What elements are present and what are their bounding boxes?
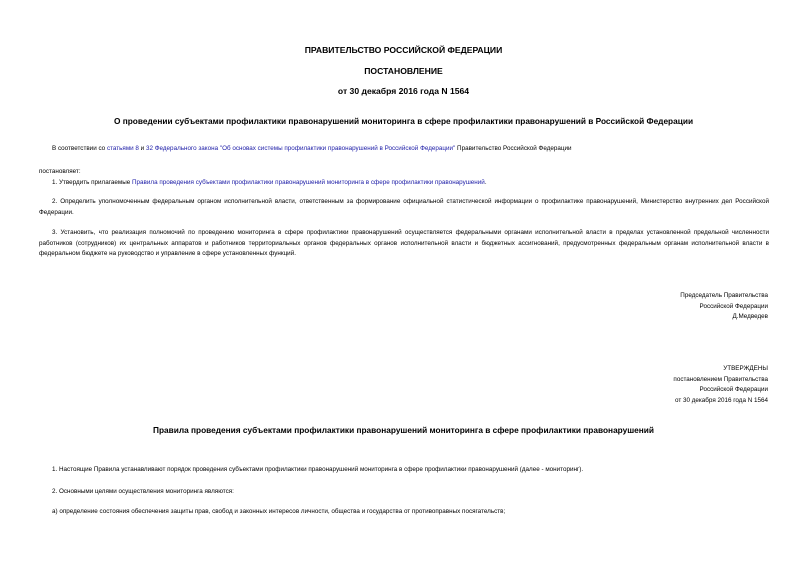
item-3: 3. Установить, что реализация полномочий по проведению мониторинга в сфере профилактики правонарушений осуществляется федеральными органами исполнительной власти в пределах установленной предельной численности работников (сотрудников) их центральных аппаратов и работников территориальных органов федеральных органов исполнительной власти и бюджетных ассигнований, предусмотренных федеральным органам исполнительной власти в федеральном бюджете на руководство и управление в сфере установленных функций. — [39, 229, 769, 257]
preamble-prefix: В соответствии со — [52, 145, 107, 152]
preamble-and: и — [138, 145, 146, 152]
approval-line-4: от 30 декабря 2016 года N 1564 — [674, 396, 768, 404]
law-article-8-link[interactable]: статьями 8 — [106, 145, 139, 152]
rule-2: 2. Основными целями осуществления мониторинга являются: — [52, 488, 234, 495]
federal-law-link[interactable]: Федерального закона "Об основах системы профилактики правонарушений в Российской Федерации" — [152, 145, 456, 152]
decrees-word: постановляет: — [39, 168, 81, 175]
document-title: О проведении субъектами профилактики правонарушений мониторинга в сфере профилактики правонарушений в Российской Федерации — [113, 116, 694, 126]
item-1 — [52, 178, 487, 189]
signature-position: Председатель Правительства — [680, 292, 768, 299]
document-date-number: от 30 декабря 2016 года N 1564 — [337, 86, 470, 96]
government-heading: ПРАВИТЕЛЬСТВО РОССИЙСКОЙ ФЕДЕРАЦИИ — [304, 45, 503, 55]
item-1-prefix: 1. Утвердить прилагаемые — [52, 179, 132, 186]
item-2: 2. Определить уполномоченным федеральным органом исполнительной власти, ответственным за формирование официальной статистической информации о профилактике правонарушений, Министерство внутренних дел Российской Федерации. — [39, 198, 769, 216]
item-1-suffix: . — [484, 179, 487, 186]
rule-2a: а) определение состояния обеспечения защиты прав, свобод и законных интересов личности, общества и государства от противоправных посягательств; — [52, 508, 506, 515]
signature-name: Д.Медведев — [732, 313, 768, 320]
rules-link[interactable]: Правила проведения субъектами профилактики правонарушений мониторинга в сфере профилактики правонарушений — [132, 179, 485, 186]
approval-line-1: УТВЕРЖДЕНЫ — [723, 365, 768, 372]
signature-block — [680, 291, 768, 323]
signature-country: Российской Федерации — [699, 302, 768, 310]
approval-line-3: Российской Федерации — [699, 386, 768, 393]
document-type: ПОСТАНОВЛЕНИЕ — [364, 66, 443, 76]
approval-block — [673, 364, 768, 406]
rule-1: 1. Настоящие Правила устанавливают порядок проведения субъектами профилактики правонарушений мониторинга в сфере профилактики правонарушений (далее - мониторинг). — [52, 466, 584, 473]
law-article-32-link[interactable]: 32 — [145, 145, 153, 152]
preamble — [52, 144, 572, 155]
preamble-suffix: Правительство Российской Федерации — [455, 145, 572, 152]
rules-title: Правила проведения субъектами профилактики правонарушений мониторинга в сфере профилактики правонарушений — [153, 425, 654, 435]
approval-line-2: постановлением Правительства — [673, 375, 768, 383]
